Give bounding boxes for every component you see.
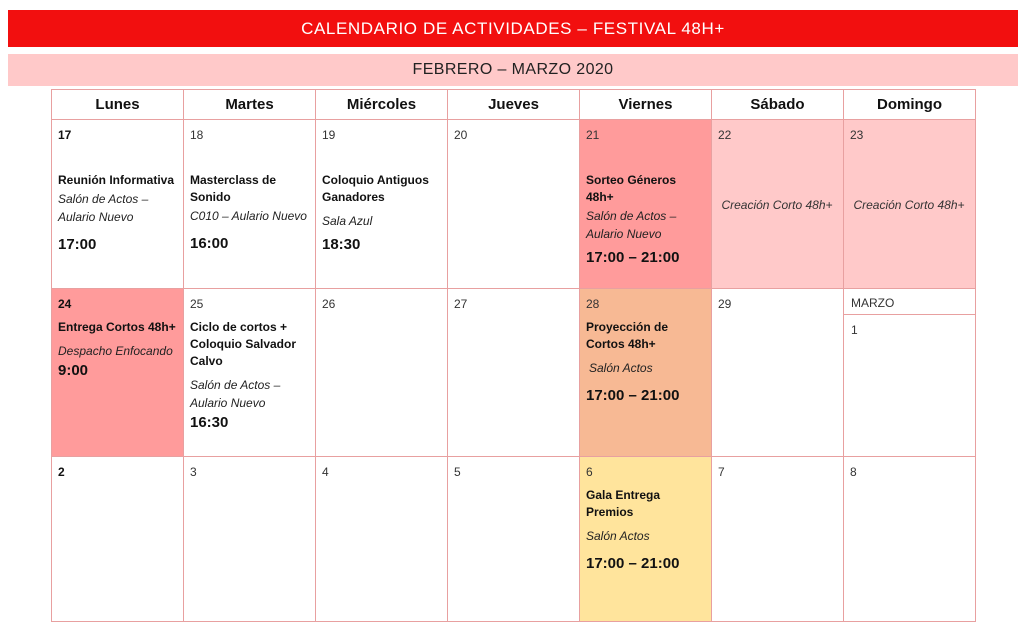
event-title: Gala Entrega Premios	[586, 488, 661, 519]
day-cell	[52, 457, 184, 622]
day-number: 4	[322, 465, 329, 479]
event-title: Creación Corto 48h+	[721, 198, 833, 212]
day-number: 24	[58, 297, 72, 311]
day-cell	[448, 457, 580, 622]
day-cell-split	[844, 289, 976, 457]
event-time: 17:00	[58, 236, 97, 253]
weekday-header-tuesday: Martes	[184, 90, 316, 120]
event-time: 9:00	[58, 362, 89, 379]
day-number: 21	[586, 128, 600, 142]
event-title: Entrega Cortos 48h+	[58, 320, 176, 334]
event-title: Reunión Informativa	[58, 173, 175, 187]
day-cell	[184, 457, 316, 622]
event-location: Salón de Actos – Aulario Nuevo	[58, 192, 149, 224]
day-cell-highlighted	[580, 457, 712, 622]
day-number: 6	[586, 465, 593, 479]
day-cell	[184, 120, 316, 289]
day-number: 17	[58, 128, 72, 142]
event-title: Coloquio Antiguos Ganadores	[322, 173, 429, 204]
day-number: 26	[322, 297, 336, 311]
event-time: 17:00 – 21:00	[586, 387, 680, 404]
day-number: 8	[850, 465, 857, 479]
day-cell	[448, 289, 580, 457]
day-cell	[316, 457, 448, 622]
week-row	[52, 457, 976, 622]
day-cell	[844, 457, 976, 622]
day-number: 18	[190, 128, 204, 142]
day-cell	[712, 289, 844, 457]
day-number: 5	[454, 465, 461, 479]
day-cell	[184, 289, 316, 457]
event-time: 16:00	[190, 235, 229, 252]
event-location: Salón Actos	[589, 361, 653, 375]
day-number: 27	[454, 297, 468, 311]
event-location: Salón Actos	[586, 529, 650, 543]
event-time: 17:00 – 21:00	[586, 249, 680, 266]
day-cell	[712, 457, 844, 622]
event-title: Masterclass de Sonido	[190, 173, 277, 204]
event-location: C010 – Aulario Nuevo	[190, 209, 307, 223]
day-number: 7	[718, 465, 725, 479]
day-cell	[316, 289, 448, 457]
day-number: 2	[58, 465, 65, 479]
event-time: 17:00 – 21:00	[586, 555, 680, 572]
day-number: 19	[322, 128, 336, 142]
event-time: 16:30	[190, 414, 229, 431]
day-number: 25	[190, 297, 204, 311]
weekday-header-wednesday: Miércoles	[316, 90, 448, 120]
weekday-header-monday: Lunes	[52, 90, 184, 120]
day-number: 20	[454, 128, 468, 142]
day-cell	[448, 120, 580, 289]
day-cell	[316, 120, 448, 289]
event-title: Ciclo de cortos + Coloquio Salvador Calvo	[190, 320, 297, 368]
calendar-title: CALENDARIO DE ACTIVIDADES – FESTIVAL 48H+	[8, 10, 1018, 47]
event-location: Salón de Actos – Aulario Nuevo	[190, 378, 281, 410]
day-number: 28	[586, 297, 600, 311]
day-number: 3	[190, 465, 197, 479]
day-cell	[52, 120, 184, 289]
day-number: 22	[718, 128, 732, 142]
day-number: 23	[850, 128, 864, 142]
weekday-header-row	[52, 90, 976, 120]
day-number: 29	[718, 297, 732, 311]
event-time: 18:30	[322, 236, 361, 253]
event-location: Despacho Enfocando	[58, 344, 173, 358]
weekday-header-sunday: Domingo	[844, 90, 976, 120]
weekday-header-friday: Viernes	[580, 90, 712, 120]
weekday-header-saturday: Sábado	[712, 90, 844, 120]
day-cell-highlighted	[712, 120, 844, 289]
event-title: Proyección de Cortos 48h+	[586, 320, 669, 351]
event-location: Salón de Actos – Aulario Nuevo	[586, 209, 677, 241]
month-range-subtitle: FEBRERO – MARZO 2020	[8, 54, 1018, 86]
day-number: 1	[851, 323, 858, 337]
month-label: MARZO	[844, 289, 975, 315]
day-cell-highlighted	[580, 289, 712, 457]
week-row	[52, 289, 976, 457]
event-location: Sala Azul	[322, 214, 373, 228]
day-cell-highlighted	[52, 289, 184, 457]
day-cell-highlighted	[844, 120, 976, 289]
day-cell-highlighted	[580, 120, 712, 289]
weekday-header-thursday: Jueves	[448, 90, 580, 120]
event-title: Creación Corto 48h+	[853, 198, 965, 212]
event-title: Sorteo Géneros 48h+	[586, 173, 677, 204]
calendar-grid	[51, 89, 976, 622]
week-row	[52, 120, 976, 289]
